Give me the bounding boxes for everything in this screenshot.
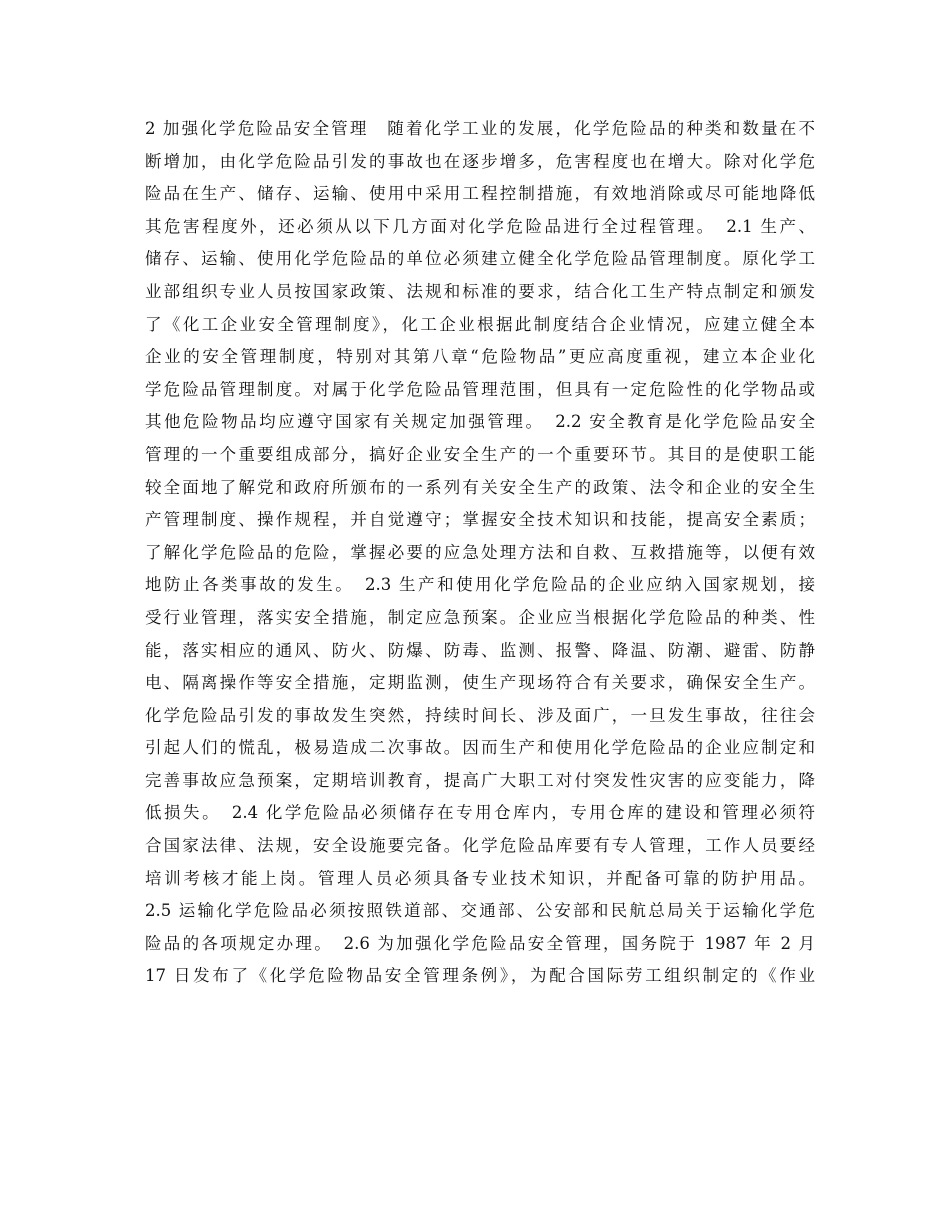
- text-line: 了解化学危险品的危险，掌握必要的应急处理方法和自救、互救措施等，以便有效: [145, 542, 815, 562]
- text-line: 化学危险品引发的事故发生突然，持续时间长、涉及面广，一旦发生事故，往往会: [145, 705, 815, 725]
- text-line: 产管理制度、操作规程，并自觉遵守；掌握安全技术知识和技能，提高安全素质；: [145, 510, 815, 530]
- text-line: 培训考核才能上岗。管理人员必须具备专业技术知识，并配备可靠的防护用品。: [145, 868, 815, 888]
- text-line: 险品的各项规定办理。 2.6 为加强化学危险品安全管理，国务院于 1987 年 2 月: [145, 933, 815, 953]
- text-line: 电、隔离操作等安全措施，定期监测，使生产现场符合有关要求，确保安全生产。: [145, 673, 815, 693]
- text-line: 引起人们的慌乱，极易造成二次事故。因而生产和使用化学危险品的企业应制定和: [145, 738, 815, 758]
- text-line: 断增加，由化学危险品引发的事故也在逐步增多，危害程度也在增大。除对化学危: [145, 151, 815, 171]
- text-line: 合国家法律、法规，安全设施要完备。化学危险品库要有专人管理，工作人员要经: [145, 836, 815, 856]
- text-line: 了《化工企业安全管理制度》，化工企业根据此制度结合企业情况，应建立健全本: [145, 314, 815, 334]
- body-text: [145, 113, 815, 993]
- text-line: 其危害程度外，还必须从以下几方面对化学危险品进行全过程管理。 2.1 生产、: [145, 216, 815, 236]
- text-line: 业部组织专业人员按国家政策、法规和标准的要求，结合化工生产特点制定和颁发: [145, 281, 815, 301]
- text-line: 较全面地了解党和政府所颁布的一系列有关安全生产的政策、法令和企业的安全生: [145, 477, 815, 497]
- text-line: 学危险品管理制度。对属于化学危险品管理范围，但具有一定危险性的化学物品或: [145, 379, 815, 399]
- text-line: 低损失。 2.4 化学危险品必须储存在专用仓库内，专用仓库的建设和管理必须符: [145, 803, 815, 823]
- text-line: 2.5 运输化学危险品必须按照铁道部、交通部、公安部和民航总局关于运输化学危: [145, 901, 815, 921]
- text-line: 17 日发布了《化学危险物品安全管理条例》，为配合国际劳工组织制定的《作业: [145, 966, 815, 986]
- text-line: 完善事故应急预案，定期培训教育，提高广大职工对付突发性灾害的应变能力，降: [145, 770, 815, 790]
- text-line: 险品在生产、储存、运输、使用中采用工程控制措施，有效地消除或尽可能地降低: [145, 184, 815, 204]
- text-line: 管理的一个重要组成部分，搞好企业安全生产的一个重要环节。其目的是使职工能: [145, 444, 815, 464]
- text-line: 能，落实相应的通风、防火、防爆、防毒、监测、报警、降温、防潮、避雷、防静: [145, 640, 815, 660]
- text-line: 储存、运输、使用化学危险品的单位必须建立健全化学危险品管理制度。原化学工: [145, 249, 815, 269]
- text-line: 企业的安全管理制度，特别对其第八章“危险物品”更应高度重视，建立本企业化: [145, 347, 815, 367]
- text-line: 其他危险物品均应遵守国家有关规定加强管理。 2.2 安全教育是化学危险品安全: [145, 412, 815, 432]
- text-line: 2 加强化学危险品安全管理 随着化学工业的发展，化学危险品的种类和数量在不: [145, 119, 815, 138]
- text-line: 受行业管理，落实安全措施，制定应急预案。企业应当根据化学危险品的种类、性: [145, 607, 815, 627]
- text-line: 地防止各类事故的发生。 2.3 生产和使用化学危险品的企业应纳入国家规划，接: [145, 575, 815, 595]
